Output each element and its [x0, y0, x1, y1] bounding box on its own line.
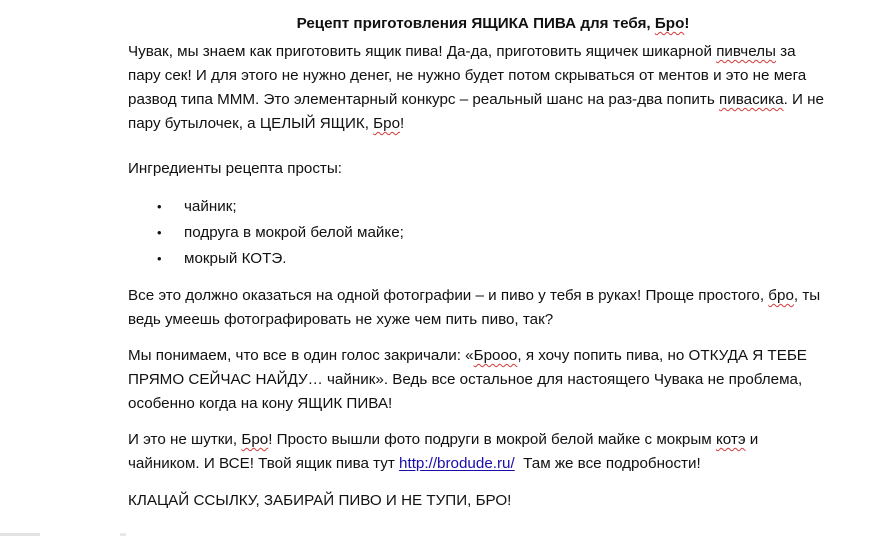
misspelled-word: котэ [715, 431, 746, 448]
bullet-icon: • [157, 225, 162, 240]
call-to-action: КЛАЦАЙ ССЫЛКУ, ЗАБИРАЙ ПИВО И НЕ ТУПИ, БРО! [128, 492, 512, 509]
title-text: Рецепт приготовления ЯЩИКА ПИВА для тебя, [296, 15, 655, 32]
intro-line-4: пару бутылочек, а ЦЕЛЫЙ ЯЩИК, Бро! [128, 115, 405, 132]
send-line-2: чайником. И ВСЕ! Твой ящик пива тут http://brodude.ru/ Там же все подробности! [128, 455, 701, 472]
misspelled-word: пивасика [719, 91, 784, 108]
list-item: • мокрый КОТЭ. [128, 246, 404, 272]
brodude-link[interactable]: http://brodude.ru/ [399, 455, 515, 472]
bullet-icon: • [157, 199, 162, 214]
chorus-line-2: ПРЯМО СЕЙЧАС НАЙДУ… чайник». Ведь все остальное для настоящего Чувака не проблема, [128, 371, 803, 388]
chorus-line-3: особенно когда на кону ЯЩИК ПИВА! [128, 395, 393, 412]
intro-line-1: Чувак, мы знаем как приготовить ящик пива! Да-да, приготовить ящичек шикарной пивчелы за [128, 43, 796, 60]
send-paragraph [128, 428, 858, 476]
chorus-paragraph [128, 344, 858, 416]
chorus-line-1: Мы понимаем, что все в один голос закричали: «Брооо, я хочу попить пива, но ОТКУДА Я ТЕБЕ [128, 347, 807, 364]
misspelled-word: Бро [373, 115, 401, 132]
intro-line-2: пару сек! И для этого не нужно денег, не нужно будет потом скрываться от ментов и это не мега [128, 67, 807, 84]
intro-line-3: развод типа МММ. Это элементарный конкурс – реальный шанс на раз-два попить пивасика. И не [128, 91, 824, 108]
misspelled-word: бро [768, 287, 794, 304]
bullet-icon: • [157, 251, 162, 266]
list-item: • подруга в мокрой белой майке; [128, 220, 404, 246]
misspelled-word: пивчелы [716, 43, 776, 60]
title-misspelled-word: Бро [654, 15, 685, 32]
photo-paragraph [128, 284, 858, 332]
intro-paragraph [128, 40, 858, 136]
title-text-end: ! [684, 15, 690, 32]
ingredients-list [128, 194, 404, 272]
photo-line-1: Все это должно оказаться на одной фотографии – и пиво у тебя в руках! Проще простого, бро, ты [128, 287, 821, 304]
photo-line-2: ведь умеешь фотографировать не хуже чем пить пиво, так? [128, 311, 554, 328]
send-line-1: И это не шутки, Бро! Просто вышли фото подруги в мокрой белой майке с мокрым котэ и [128, 431, 759, 448]
ingredients-heading: Ингредиенты рецепта просты: [128, 160, 343, 177]
list-item: • чайник; [128, 194, 404, 220]
misspelled-word: Брооо [473, 347, 518, 364]
document-title [128, 14, 858, 34]
misspelled-word: Бро [241, 431, 269, 448]
